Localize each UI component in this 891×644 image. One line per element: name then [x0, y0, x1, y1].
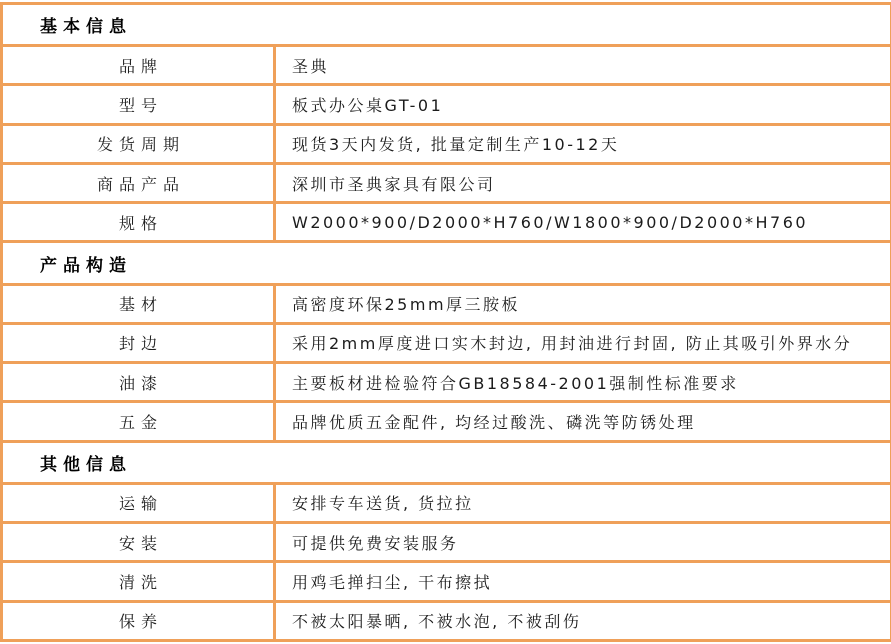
row-label-manufacturer: 商品产品: [2, 163, 275, 202]
table-row: [2, 163, 891, 202]
row-label-edge-banding: 封边: [2, 323, 275, 362]
section-header-row: [2, 242, 891, 284]
row-value-paint: 主要板材进检验符合GB18584-2001强制性标准要求: [275, 363, 891, 402]
table-row: [2, 323, 891, 362]
table-row: [2, 124, 891, 163]
row-value-shipping: 安排专车送货, 货拉拉: [275, 483, 891, 522]
table-row: [2, 523, 891, 562]
row-label-maintenance: 保养: [2, 601, 275, 640]
section-title-construction: 产品构造: [2, 242, 891, 284]
row-label-paint: 油漆: [2, 363, 275, 402]
table-row: [2, 85, 891, 124]
row-value-installation: 可提供免费安装服务: [275, 523, 891, 562]
table-row: [2, 562, 891, 601]
table-row: [2, 46, 891, 85]
table-row: [2, 203, 891, 242]
row-label-spec: 规格: [2, 203, 275, 242]
row-label-hardware: 五金: [2, 402, 275, 441]
table-row: [2, 402, 891, 441]
row-value-edge-banding: 采用2mm厚度进口实木封边, 用封油进行封固, 防止其吸引外界水分: [275, 323, 891, 362]
table-row: [2, 284, 891, 323]
section-header-row: [2, 441, 891, 483]
section-title-basic-info: 基本信息: [2, 4, 891, 46]
table-row: [2, 601, 891, 640]
product-spec-table: [0, 2, 891, 642]
row-label-model: 型号: [2, 85, 275, 124]
table-row: [2, 483, 891, 522]
row-label-base-material: 基材: [2, 284, 275, 323]
section-header-row: [2, 4, 891, 46]
table-row: [2, 363, 891, 402]
section-title-other-info: 其他信息: [2, 441, 891, 483]
row-value-base-material: 高密度环保25mm厚三胺板: [275, 284, 891, 323]
row-value-model: 板式办公桌GT-01: [275, 85, 891, 124]
row-value-spec: W2000*900/D2000*H760/W1800*900/D2000*H760: [275, 203, 891, 242]
row-value-maintenance: 不被太阳暴晒, 不被水泡, 不被刮伤: [275, 601, 891, 640]
row-label-cleaning: 清洗: [2, 562, 275, 601]
row-label-shipping: 运输: [2, 483, 275, 522]
row-value-delivery-cycle: 现货3天内发货, 批量定制生产10-12天: [275, 124, 891, 163]
row-label-installation: 安装: [2, 523, 275, 562]
row-value-hardware: 品牌优质五金配件, 均经过酸洗、磷洗等防锈处理: [275, 402, 891, 441]
row-value-cleaning: 用鸡毛掸扫尘, 干布擦拭: [275, 562, 891, 601]
row-value-brand: 圣典: [275, 46, 891, 85]
row-label-brand: 品牌: [2, 46, 275, 85]
row-value-manufacturer: 深圳市圣典家具有限公司: [275, 163, 891, 202]
row-label-delivery-cycle: 发货周期: [2, 124, 275, 163]
